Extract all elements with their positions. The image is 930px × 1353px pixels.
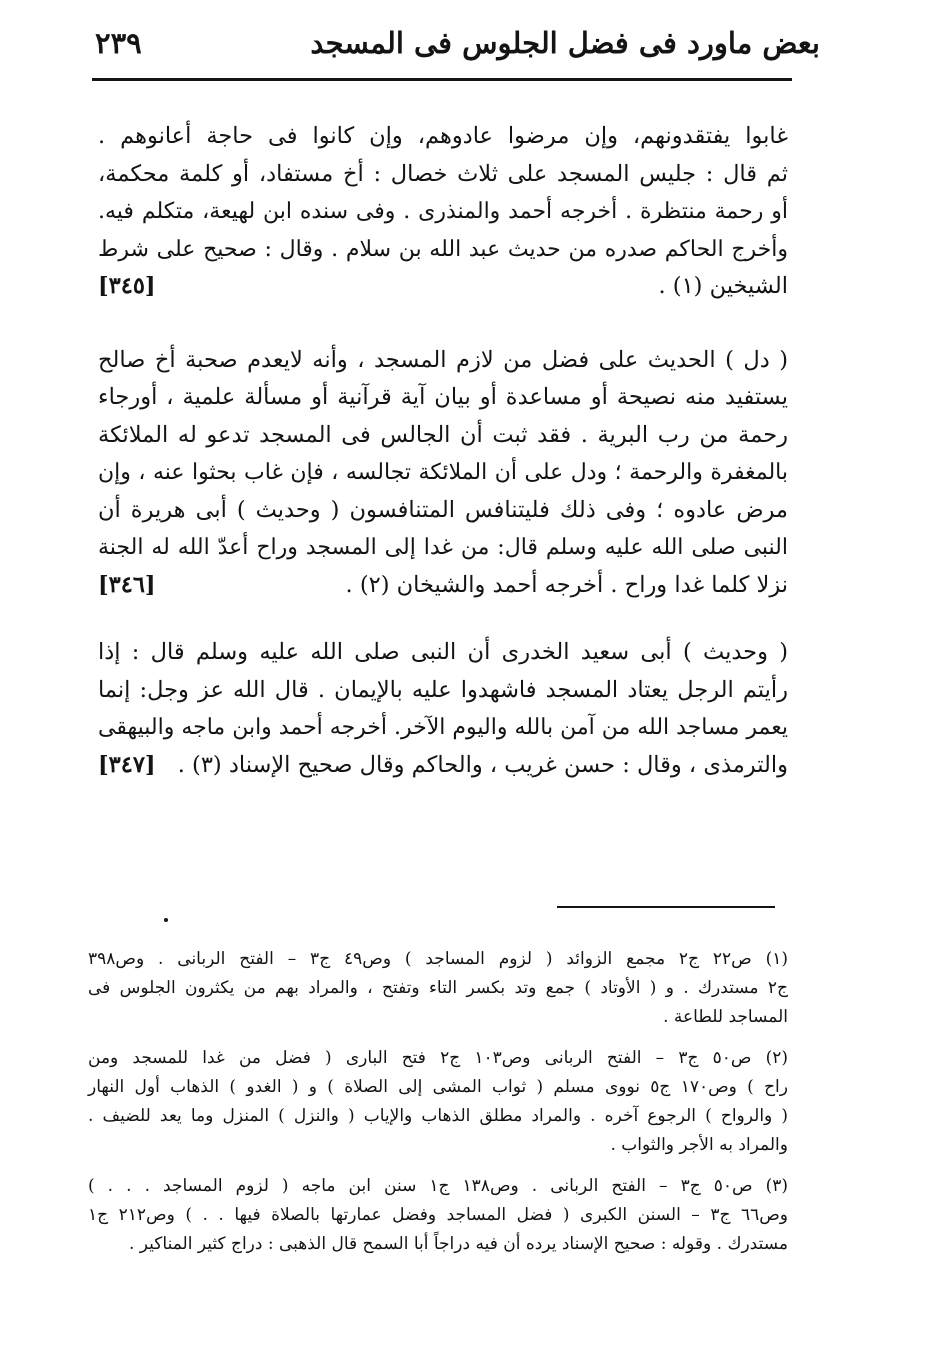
footnote-line: مستدرك . وقوله : صحيح الإسناد يرده أن فيه دراجاً أبا السمح قال الذهبى : دراج كثير المناكير .: [128, 1234, 788, 1254]
text-line: الشيخين (١) .: [658, 273, 788, 299]
footnote-2: [88, 1044, 788, 1160]
footnote-line: والمراد به الأجر والثواب .: [610, 1135, 788, 1155]
main-text: [98, 118, 788, 784]
footnote-line: (١) ص٢٢ ج٢ مجمع الزوائد ( لزوم المساجد ) وص٤٩ ج٣ – الفتح الربانى . وص٣٩٨: [88, 949, 788, 969]
ref-line: [98, 567, 788, 605]
text-line: ( دل ) الحديث على فضل من لازم المسجد ، وأنه لايعدم صحبة أخ صالح: [98, 346, 788, 373]
text-line: النبى صلى الله عليه وسلم قال: من غدا إلى المسجد وراح أعدّ الله له الجنة: [98, 535, 788, 560]
hadith-number: [٣٤٦]: [98, 571, 156, 598]
text-line: مرض عادوه ؛ وفى ذلك فليتنافس المتنافسون ( وحديث ) أبى هريرة أن: [98, 496, 788, 523]
hadith-number: [٣٤٧]: [98, 751, 156, 778]
footnote-line: (٢) ص٥٠ ج٣ – الفتح الربانى وص١٠٣ ج٢ فتح البارى ( فضل من غدا للمسجد ومن: [88, 1048, 788, 1068]
running-title: بعض ماورد فى فضل الجلوس فى المسجد: [310, 26, 820, 60]
footnote-line: راح ) وص١٧٠ ج٥ نووى مسلم ( ثواب المشى إلى الصلاة ) و ( الغدو ) الذهاب أول النهار: [88, 1077, 788, 1097]
ref-line: [98, 747, 788, 785]
running-header: [95, 22, 820, 68]
footnote-3: [88, 1172, 788, 1259]
text-line: رحمة من رب البرية . فقد ثبت أن الجالس فى المسجد تدعو له الملائكة: [98, 421, 788, 448]
footnote-line: ( والرواح ) الرجوع آخره . والمراد مطلق الذهاب والإياب ( والنزل ) المنزل وما يعد للضيف .: [88, 1106, 788, 1126]
footnote-1: [88, 945, 788, 1032]
paragraph-2: [98, 342, 788, 605]
footnotes: [88, 945, 788, 1259]
text-line: وأخرج الحاكم صدره من حديث عبد الله بن سلام . وقال : صحيح على شرط: [98, 236, 788, 262]
footnote-line: (٣) ص٥٠ ج٣ – الفتح الربانى . وص١٣٨ ج١ سنن ابن ماجه ( لزوم المساجد . . . ): [88, 1176, 789, 1196]
text-line: والترمذى ، وقال : حسن غريب ، والحاكم وقال صحيح الإسناد (٣) .: [177, 751, 788, 778]
text-line: يستفيد منه نصيحة أو مساعدة أو بيان آية قرآنية أو مسألة علمية ، أورجاء: [98, 384, 788, 410]
footnote-line: المساجد للطاعة .: [663, 1007, 788, 1027]
text-line: نزلا كلما غدا وراح . أخرجه أحمد والشيخان (٢) .: [345, 571, 788, 598]
paragraph-1: [98, 118, 788, 306]
text-line: رأيتم الرجل يعتاد المسجد فاشهدوا عليه بالإيمان . قال الله عز وجل: إنما: [98, 676, 788, 703]
footnote-separator: [557, 906, 775, 908]
page-number: ٢٣٩: [95, 26, 142, 60]
text-line: ( وحديث ) أبى سعيد الخدرى أن النبى صلى الله عليه وسلم قال : إذا: [98, 639, 788, 665]
text-line: أو رحمة منتظرة . أخرجه أحمد والمنذرى . وفى سنده ابن لهيعة، متكلم فيه.: [98, 199, 788, 224]
text-line: غابوا يفتقدونهم، وإن مرضوا عادوهم، وإن كانوا فى حاجة أعانوهم .: [98, 123, 788, 149]
text-line: يعمر مساجد الله من آمن بالله واليوم الآخر. أخرجه أحمد وابن ماجه والبيهقى: [98, 715, 788, 740]
text-line: بالمغفرة والرحمة ؛ ودل على أن الملائكة تجالسه ، فإن غاب بحثوا عنه ، وإن: [98, 460, 788, 485]
ref-line: [98, 268, 788, 306]
hadith-number: [٣٤٥]: [98, 273, 156, 299]
text-line: ثم قال : جليس المسجد على ثلاث خصال : أخ مستفاد، أو كلمة محكمة،: [98, 160, 788, 187]
footnote-line: ج٢ مستدرك . و ( الأوتاد ) جمع وتد بكسر التاء وتفتح ، والمراد بهم من يكثرون الجلوس فى: [88, 978, 788, 998]
ink-speck: [164, 918, 168, 922]
paragraph-3: [98, 634, 788, 784]
header-rule: [92, 78, 792, 81]
footnote-line: وص٦٦ ج٣ – السنن الكبرى ( فضل المساجد وفضل عمارتها بالصلاة فيها . . ) وص٢١٢ ج١: [88, 1205, 788, 1225]
